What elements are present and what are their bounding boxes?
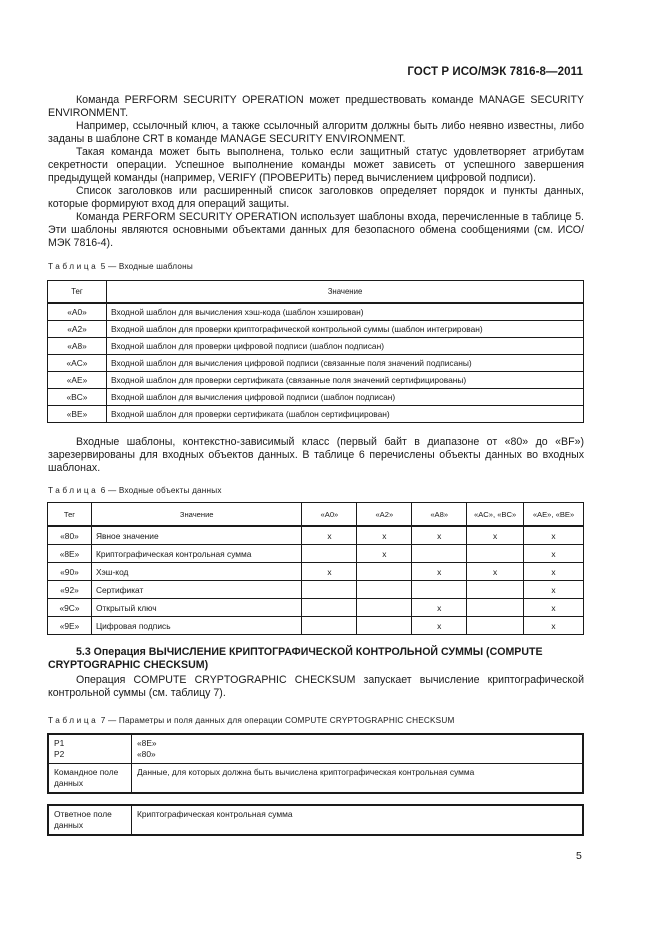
mark-cell: x	[467, 526, 524, 545]
table-row	[48, 581, 584, 599]
mid-text	[48, 436, 584, 475]
table-row	[48, 355, 584, 372]
table-row	[48, 617, 584, 635]
table-row	[48, 406, 584, 423]
document-header: ГОСТ Р ИСО/МЭК 7816-8—2011	[407, 66, 583, 78]
caption-text: 6 — Входные объекты данных	[100, 486, 222, 495]
value-cell: Цифровая подпись	[91, 617, 302, 635]
value-cell: Входной шаблон для проверки сертификата (шаблон сертифицирован)	[107, 406, 584, 423]
tag-cell: «92»	[48, 581, 92, 599]
mark-cell	[467, 599, 524, 617]
table-row	[48, 321, 584, 338]
command-data-value: Данные, для которых должна быть вычислена криптографическая контрольная сумма	[132, 764, 584, 794]
table-row	[48, 303, 584, 321]
column-header: «A2»	[357, 503, 412, 527]
mark-cell	[412, 545, 467, 563]
mark-cell	[302, 617, 357, 635]
mark-cell	[412, 581, 467, 599]
mark-cell	[302, 545, 357, 563]
intro-text	[48, 94, 584, 250]
tag-cell: «80»	[48, 526, 92, 545]
param-value-cell	[132, 734, 584, 764]
mark-cell: x	[524, 581, 584, 599]
p2-label: P2	[54, 749, 65, 759]
caption-text: 7 — Параметры и поля данных для операции COMPUTE CRYPTOGRAPHIC CHECKSUM	[100, 716, 455, 725]
table-row	[48, 563, 584, 581]
table-row	[48, 764, 583, 794]
mark-cell	[357, 563, 412, 581]
response-data-value: Криптографическая контрольная сумма	[132, 805, 584, 835]
paragraph: Список заголовков или расширенный список заголовков определяет порядок и пункты данных, которые формируют вход для операций защиты.	[48, 185, 584, 210]
mark-cell	[357, 599, 412, 617]
mark-cell: x	[524, 526, 584, 545]
value-cell: Входной шаблон для вычисления хэш-кода (шаблон хэширован)	[107, 303, 584, 321]
mark-cell	[467, 581, 524, 599]
tag-cell: «9E»	[48, 617, 92, 635]
column-header: «AE», «BE»	[524, 503, 584, 527]
mark-cell: x	[412, 599, 467, 617]
value-cell: Явное значение	[91, 526, 302, 545]
section-heading: 5.3 Операция ВЫЧИСЛЕНИЕ КРИПТОГРАФИЧЕСКОЙ КОНТРОЛЬНОЙ СУММЫ (COMPUTE CRYPTOGRAPHIC CHECKSUM)	[48, 646, 543, 671]
section-text	[48, 674, 584, 700]
mark-cell	[467, 617, 524, 635]
paragraph: Команда PERFORM SECURITY OPERATION может предшествовать команде MANAGE SECURITY ENVIRONMENT.	[48, 94, 584, 119]
mark-cell: x	[524, 563, 584, 581]
table7-response	[47, 804, 584, 836]
mark-cell	[467, 545, 524, 563]
value-cell: Входной шаблон для проверки цифровой подписи (шаблон подписан)	[107, 338, 584, 355]
p1-value: «8E»	[137, 738, 157, 748]
p2-value: «80»	[137, 749, 156, 759]
paragraph: Команда PERFORM SECURITY OPERATION использует шаблоны входа, перечисленные в таблице 5. Эти шаблоны являются основными объектами данных для безопасного обмена сообщениями (см. ИСО/МЭК 7816-4).	[48, 211, 584, 249]
table-row	[48, 372, 584, 389]
table-row	[48, 734, 583, 764]
tag-cell: «A0»	[48, 303, 107, 321]
column-header: «A0»	[302, 503, 357, 527]
mark-cell: x	[302, 563, 357, 581]
mark-cell: x	[524, 599, 584, 617]
value-cell: Хэш-код	[91, 563, 302, 581]
mark-cell: x	[412, 617, 467, 635]
table7-caption	[48, 716, 454, 725]
tag-cell: «A2»	[48, 321, 107, 338]
p1-label: P1	[54, 738, 65, 748]
table6	[47, 502, 584, 635]
column-header: «AC», «BC»	[467, 503, 524, 527]
value-cell: Входной шаблон для проверки криптографической контрольной суммы (шаблон интегрирован)	[107, 321, 584, 338]
table-row	[48, 389, 584, 406]
column-header: Тег	[48, 503, 92, 527]
caption-prefix: Таблица	[48, 262, 99, 271]
mark-cell: x	[412, 526, 467, 545]
column-header: Тег	[48, 281, 107, 304]
param-label-cell	[48, 734, 132, 764]
value-cell: Входной шаблон для вычисления цифровой подписи (связанные поля значений подписаны)	[107, 355, 584, 372]
mark-cell: x	[302, 526, 357, 545]
tag-cell: «BC»	[48, 389, 107, 406]
tag-cell: «9C»	[48, 599, 92, 617]
mark-cell	[302, 581, 357, 599]
mark-cell: x	[357, 526, 412, 545]
column-header: «A8»	[412, 503, 467, 527]
table-row	[48, 338, 584, 355]
paragraph: Такая команда может быть выполнена, только если защитный статус удовлетворяет атрибутам секретности операции. Успешное выполнение команды может зависеть от успешного завершения предыдущей команды (например, VERIFY (ПРОВЕРИТЬ) перед вычислением цифровой подписи).	[48, 146, 584, 184]
table7-command	[47, 733, 584, 794]
paragraph: Входные шаблоны, контекстно-зависимый класс (первый байт в диапазоне от «80» до «BF») зарезервированы для входных объектов данных. В таблице 6 перечислены объекты данных во входных шаблонах.	[48, 436, 584, 474]
tag-cell: «A8»	[48, 338, 107, 355]
mark-cell: x	[524, 617, 584, 635]
table-row	[48, 545, 584, 563]
mark-cell: x	[524, 545, 584, 563]
tag-cell: «8E»	[48, 545, 92, 563]
caption-prefix: Таблица	[48, 486, 99, 495]
table6-caption	[48, 486, 222, 495]
mark-cell	[357, 617, 412, 635]
caption-prefix: Таблица	[48, 716, 99, 725]
table5	[47, 280, 584, 423]
page-number: 5	[576, 850, 582, 862]
value-cell: Входной шаблон для проверки сертификата (связанные поля значений сертифицированы)	[107, 372, 584, 389]
table-row	[48, 526, 584, 545]
mark-cell: x	[467, 563, 524, 581]
response-data-label: Ответное поле данных	[48, 805, 132, 835]
value-cell: Открытый ключ	[91, 599, 302, 617]
value-cell: Сертификат	[91, 581, 302, 599]
mark-cell: x	[412, 563, 467, 581]
mark-cell	[302, 599, 357, 617]
value-cell: Криптографическая контрольная сумма	[91, 545, 302, 563]
tag-cell: «BE»	[48, 406, 107, 423]
value-cell: Входной шаблон для вычисления цифровой подписи (шаблон подписан)	[107, 389, 584, 406]
column-header: Значение	[91, 503, 302, 527]
tag-cell: «90»	[48, 563, 92, 581]
caption-text: 5 — Входные шаблоны	[100, 262, 193, 271]
column-header: Значение	[107, 281, 584, 304]
mark-cell	[357, 581, 412, 599]
paragraph: Например, ссылочный ключ, а также ссылочный алгоритм должны быть либо неявно известны, либо заданы в шаблоне CRT в команде MANAGE SECURITY ENVIRONMENT.	[48, 120, 584, 145]
table-row	[48, 599, 584, 617]
mark-cell: x	[357, 545, 412, 563]
tag-cell: «AC»	[48, 355, 107, 372]
paragraph: Операция COMPUTE CRYPTOGRAPHIC CHECKSUM запускает вычисление криптографической контрольной суммы (см. таблицу 7).	[48, 674, 584, 699]
table-row	[48, 805, 583, 835]
command-data-label: Командное поле данных	[48, 764, 132, 794]
tag-cell: «AE»	[48, 372, 107, 389]
table5-caption	[48, 262, 193, 271]
